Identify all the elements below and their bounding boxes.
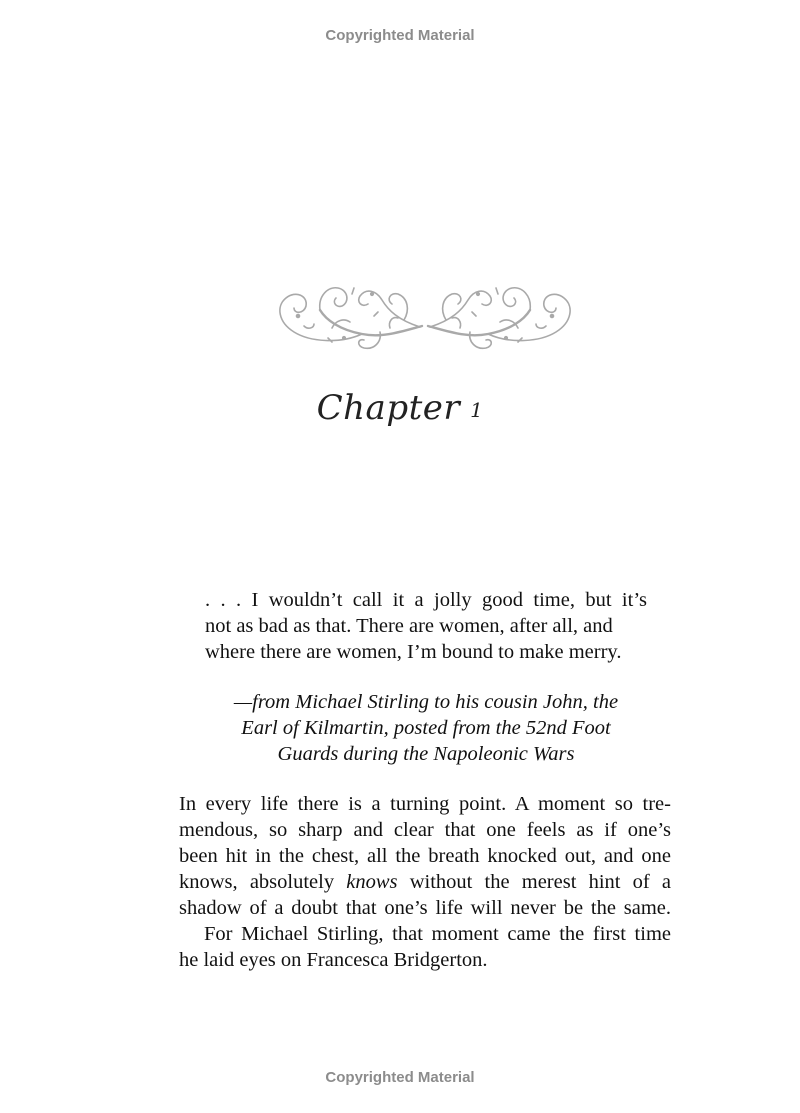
epigraph-line: where there are women, I’m bound to make merry.	[205, 641, 622, 663]
text-line: For Michael Stirling, that moment came the first time	[204, 923, 671, 945]
text-segment: knows, absolutely	[179, 871, 347, 893]
text-segment: without the merest hint of a	[397, 871, 671, 893]
text-line: mendous, so sharp and clear that one feels as if one’s	[179, 819, 671, 841]
text-line	[179, 869, 671, 895]
floral-flourish-icon	[270, 276, 580, 356]
epigraph-line: not as bad as that. There are women, after all, and	[205, 615, 613, 637]
attribution-line: Guards during the Napoleonic Wars	[277, 743, 575, 765]
epigraph-attribution	[205, 689, 647, 767]
chapter-heading	[0, 388, 800, 428]
text-line: he laid eyes on Francesca Bridgerton.	[179, 949, 488, 971]
text-line: In every life there is a turning point. A moment so tre-	[179, 793, 671, 815]
copyright-watermark-bottom: Copyrighted Material	[325, 1069, 475, 1086]
epigraph-line: . . . I wouldn’t call it a jolly good time, but it’s	[205, 589, 647, 611]
paragraph-1	[179, 791, 671, 921]
chapter-number: 1	[470, 398, 484, 422]
text-line: been hit in the chest, all the breath knocked out, and one	[179, 845, 671, 867]
copyright-watermark-top: Copyrighted Material	[325, 27, 475, 44]
emphasis-knows: knows	[346, 871, 398, 893]
epigraph-quote	[205, 587, 647, 665]
chapter-body	[179, 791, 671, 973]
text-line: shadow of a doubt that one’s life will never be the same.	[179, 897, 671, 919]
chapter-word: Chapter	[316, 388, 461, 428]
attribution-line: —from Michael Stirling to his cousin John, the	[233, 691, 619, 713]
attribution-line: Earl of Kilmartin, posted from the 52nd Foot	[241, 717, 611, 739]
paragraph-2	[179, 921, 671, 973]
